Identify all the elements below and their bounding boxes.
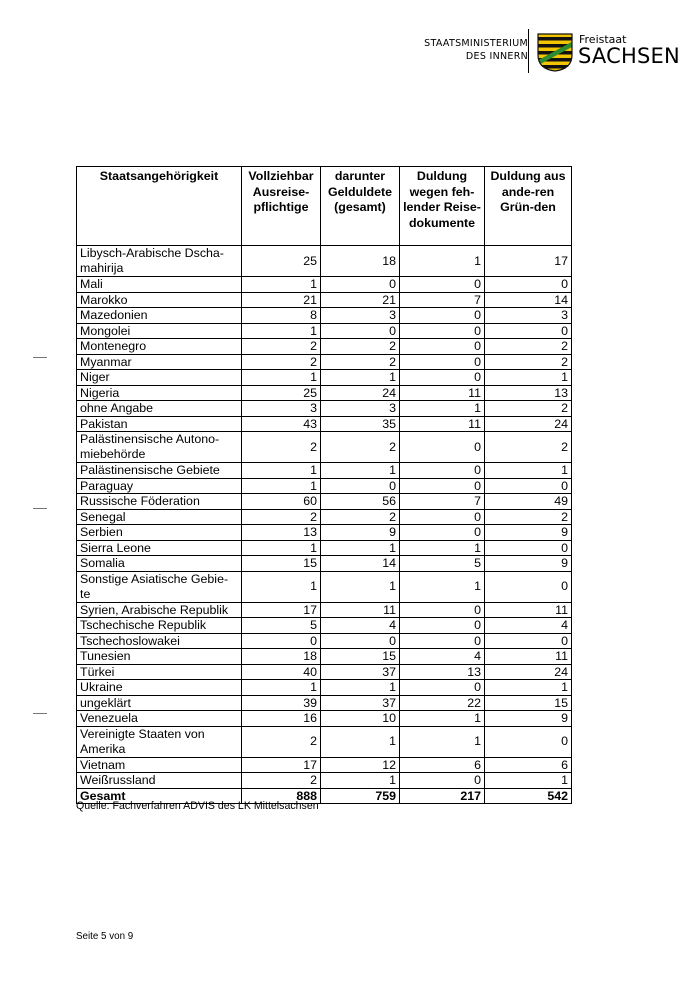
value-cell: 40 [242, 664, 321, 680]
value-cell: 9 [485, 525, 572, 541]
value-cell: 7 [400, 292, 485, 308]
value-cell: 16 [242, 711, 321, 727]
value-cell: 1 [242, 478, 321, 494]
value-cell: 0 [321, 323, 400, 339]
country-cell: Mongolei [77, 323, 242, 339]
value-cell: 0 [485, 571, 572, 602]
column-header: Vollziehbar Ausreise-pflichtige [242, 167, 321, 246]
table-row [77, 711, 572, 727]
value-cell: 7 [400, 494, 485, 510]
value-cell: 21 [321, 292, 400, 308]
value-cell: 2 [485, 432, 572, 463]
country-cell: ungeklärt [77, 695, 242, 711]
value-cell: 1 [321, 773, 400, 789]
value-cell: 3 [242, 401, 321, 417]
value-cell: 35 [321, 416, 400, 432]
value-cell: 15 [485, 695, 572, 711]
value-cell: 21 [242, 292, 321, 308]
value-cell: 1 [485, 370, 572, 386]
value-cell: 0 [321, 633, 400, 649]
value-cell: 1 [400, 246, 485, 277]
value-cell: 0 [400, 354, 485, 370]
table-row [77, 478, 572, 494]
table-row [77, 308, 572, 324]
value-cell: 37 [321, 664, 400, 680]
country-cell: Mali [77, 277, 242, 293]
table-row [77, 354, 572, 370]
value-cell: 5 [242, 618, 321, 634]
country-cell: Weißrussland [77, 773, 242, 789]
value-cell: 0 [400, 432, 485, 463]
ministry-line-1: STAATSMINISTERIUM [424, 38, 528, 49]
value-cell: 3 [321, 401, 400, 417]
state-name-large: SACHSEN [578, 44, 680, 68]
table-row [77, 323, 572, 339]
country-cell: Myanmar [77, 354, 242, 370]
total-label: Gesamt [77, 788, 242, 804]
value-cell: 0 [400, 308, 485, 324]
state-name-small: Freistaat [579, 33, 627, 46]
value-cell: 11 [485, 649, 572, 665]
table-row [77, 525, 572, 541]
value-cell: 11 [400, 416, 485, 432]
value-cell: 11 [400, 385, 485, 401]
ministry-name [424, 37, 528, 63]
value-cell: 4 [400, 649, 485, 665]
coat-of-arms-icon [537, 33, 573, 72]
value-cell: 17 [485, 246, 572, 277]
value-cell: 2 [242, 339, 321, 355]
value-cell: 1 [400, 726, 485, 757]
value-cell: 13 [485, 385, 572, 401]
country-cell: Palästinensische Gebiete [77, 463, 242, 479]
country-cell: Palästinensische Autono-miebehörde [77, 432, 242, 463]
value-cell: 0 [485, 726, 572, 757]
table-row [77, 277, 572, 293]
country-cell: Montenegro [77, 339, 242, 355]
country-cell: Tunesien [77, 649, 242, 665]
value-cell: 1 [242, 323, 321, 339]
table-row [77, 463, 572, 479]
value-cell: 37 [321, 695, 400, 711]
value-cell: 49 [485, 494, 572, 510]
table-row [77, 246, 572, 277]
margin-mark [33, 508, 47, 509]
value-cell: 3 [485, 308, 572, 324]
value-cell: 2 [485, 339, 572, 355]
value-cell: 0 [485, 323, 572, 339]
ministry-line-2: DES INNERN [465, 51, 528, 62]
total-value: 542 [485, 788, 572, 804]
column-header: Staatsangehörigkeit [77, 167, 242, 246]
value-cell: 60 [242, 494, 321, 510]
total-value: 759 [321, 788, 400, 804]
value-cell: 1 [242, 463, 321, 479]
table-row [77, 571, 572, 602]
country-cell: Venezuela [77, 711, 242, 727]
value-cell: 24 [485, 416, 572, 432]
value-cell: 0 [400, 602, 485, 618]
table-row [77, 649, 572, 665]
country-cell: Senegal [77, 509, 242, 525]
value-cell: 4 [485, 618, 572, 634]
table-row [77, 633, 572, 649]
value-cell: 0 [400, 525, 485, 541]
country-cell: Libysch-Arabische Dscha-mahirija [77, 246, 242, 277]
table-row [77, 664, 572, 680]
table-row [77, 416, 572, 432]
value-cell: 14 [321, 556, 400, 572]
value-cell: 1 [321, 726, 400, 757]
value-cell: 2 [242, 432, 321, 463]
value-cell: 1 [242, 540, 321, 556]
value-cell: 56 [321, 494, 400, 510]
value-cell: 14 [485, 292, 572, 308]
value-cell: 0 [485, 633, 572, 649]
value-cell: 2 [321, 509, 400, 525]
value-cell: 2 [242, 773, 321, 789]
table-row [77, 602, 572, 618]
value-cell: 25 [242, 385, 321, 401]
value-cell: 8 [242, 308, 321, 324]
margin-mark [33, 713, 47, 714]
value-cell: 18 [242, 649, 321, 665]
value-cell: 6 [400, 757, 485, 773]
value-cell: 0 [485, 277, 572, 293]
table-row [77, 339, 572, 355]
country-cell: Paraguay [77, 478, 242, 494]
value-cell: 0 [400, 618, 485, 634]
country-cell: Tschechoslowakei [77, 633, 242, 649]
value-cell: 9 [485, 556, 572, 572]
table-row [77, 726, 572, 757]
table-row [77, 432, 572, 463]
value-cell: 0 [321, 277, 400, 293]
value-cell: 1 [321, 463, 400, 479]
value-cell: 0 [400, 370, 485, 386]
country-cell: Pakistan [77, 416, 242, 432]
total-value: 217 [400, 788, 485, 804]
country-cell: Tschechische Republik [77, 618, 242, 634]
value-cell: 0 [400, 463, 485, 479]
value-cell: 1 [242, 680, 321, 696]
value-cell: 15 [321, 649, 400, 665]
value-cell: 0 [485, 478, 572, 494]
value-cell: 2 [485, 354, 572, 370]
country-cell: ohne Angabe [77, 401, 242, 417]
column-header: darunter Gelduldete (gesamt) [321, 167, 400, 246]
value-cell: 22 [400, 695, 485, 711]
value-cell: 13 [242, 525, 321, 541]
value-cell: 5 [400, 556, 485, 572]
country-cell: Vietnam [77, 757, 242, 773]
table-row [77, 773, 572, 789]
table-row [77, 618, 572, 634]
value-cell: 11 [321, 602, 400, 618]
value-cell: 0 [242, 633, 321, 649]
value-cell: 0 [400, 323, 485, 339]
table-row [77, 757, 572, 773]
country-cell: Niger [77, 370, 242, 386]
table-row [77, 680, 572, 696]
table-row [77, 695, 572, 711]
value-cell: 1 [485, 773, 572, 789]
value-cell: 0 [400, 277, 485, 293]
table-row [77, 509, 572, 525]
value-cell: 0 [400, 773, 485, 789]
margin-mark [33, 357, 47, 358]
value-cell: 2 [485, 509, 572, 525]
statistics-table [76, 166, 572, 804]
country-cell: Serbien [77, 525, 242, 541]
country-cell: Nigeria [77, 385, 242, 401]
value-cell: 17 [242, 602, 321, 618]
country-cell: Türkei [77, 664, 242, 680]
column-header: Duldung aus ande-ren Grün-den [485, 167, 572, 246]
value-cell: 43 [242, 416, 321, 432]
value-cell: 2 [242, 509, 321, 525]
table-row [77, 385, 572, 401]
value-cell: 13 [400, 664, 485, 680]
value-cell: 1 [400, 540, 485, 556]
value-cell: 0 [400, 339, 485, 355]
value-cell: 39 [242, 695, 321, 711]
value-cell: 1 [400, 711, 485, 727]
table-row [77, 370, 572, 386]
value-cell: 9 [485, 711, 572, 727]
value-cell: 0 [321, 478, 400, 494]
value-cell: 11 [485, 602, 572, 618]
table-row [77, 292, 572, 308]
value-cell: 1 [321, 571, 400, 602]
value-cell: 4 [321, 618, 400, 634]
value-cell: 2 [321, 354, 400, 370]
value-cell: 2 [321, 432, 400, 463]
value-cell: 2 [321, 339, 400, 355]
country-cell: Mazedonien [77, 308, 242, 324]
value-cell: 0 [400, 509, 485, 525]
country-cell: Syrien, Arabische Republik [77, 602, 242, 618]
value-cell: 2 [242, 726, 321, 757]
table-row [77, 494, 572, 510]
value-cell: 1 [321, 540, 400, 556]
country-cell: Russische Föderation [77, 494, 242, 510]
value-cell: 10 [321, 711, 400, 727]
header-divider [528, 29, 529, 73]
value-cell: 2 [485, 401, 572, 417]
country-cell: Sierra Leone [77, 540, 242, 556]
country-cell: Somalia [77, 556, 242, 572]
country-cell: Sonstige Asiatische Gebie-te [77, 571, 242, 602]
value-cell: 1 [400, 571, 485, 602]
value-cell: 17 [242, 757, 321, 773]
value-cell: 1 [242, 571, 321, 602]
country-cell: Ukraine [77, 680, 242, 696]
value-cell: 0 [485, 540, 572, 556]
table-header-row [77, 167, 572, 246]
value-cell: 1 [485, 463, 572, 479]
value-cell: 15 [242, 556, 321, 572]
value-cell: 1 [321, 680, 400, 696]
total-value: 888 [242, 788, 321, 804]
value-cell: 1 [321, 370, 400, 386]
value-cell: 9 [321, 525, 400, 541]
country-cell: Vereinigte Staaten von Amerika [77, 726, 242, 757]
table-row [77, 401, 572, 417]
value-cell: 0 [400, 478, 485, 494]
table-row [77, 540, 572, 556]
value-cell: 2 [242, 354, 321, 370]
table-row [77, 556, 572, 572]
value-cell: 1 [242, 370, 321, 386]
value-cell: 6 [485, 757, 572, 773]
value-cell: 0 [400, 680, 485, 696]
value-cell: 18 [321, 246, 400, 277]
value-cell: 0 [400, 633, 485, 649]
source-note: Quelle: Fachverfahren ADVIS des LK Mittelsachsen [76, 800, 319, 812]
country-cell: Marokko [77, 292, 242, 308]
value-cell: 25 [242, 246, 321, 277]
column-header: Duldung wegen feh-lender Reise-dokumente [400, 167, 485, 246]
value-cell: 24 [485, 664, 572, 680]
value-cell: 1 [400, 401, 485, 417]
value-cell: 1 [485, 680, 572, 696]
value-cell: 24 [321, 385, 400, 401]
value-cell: 1 [242, 277, 321, 293]
value-cell: 12 [321, 757, 400, 773]
page-number: Seite 5 von 9 [76, 931, 134, 942]
value-cell: 3 [321, 308, 400, 324]
